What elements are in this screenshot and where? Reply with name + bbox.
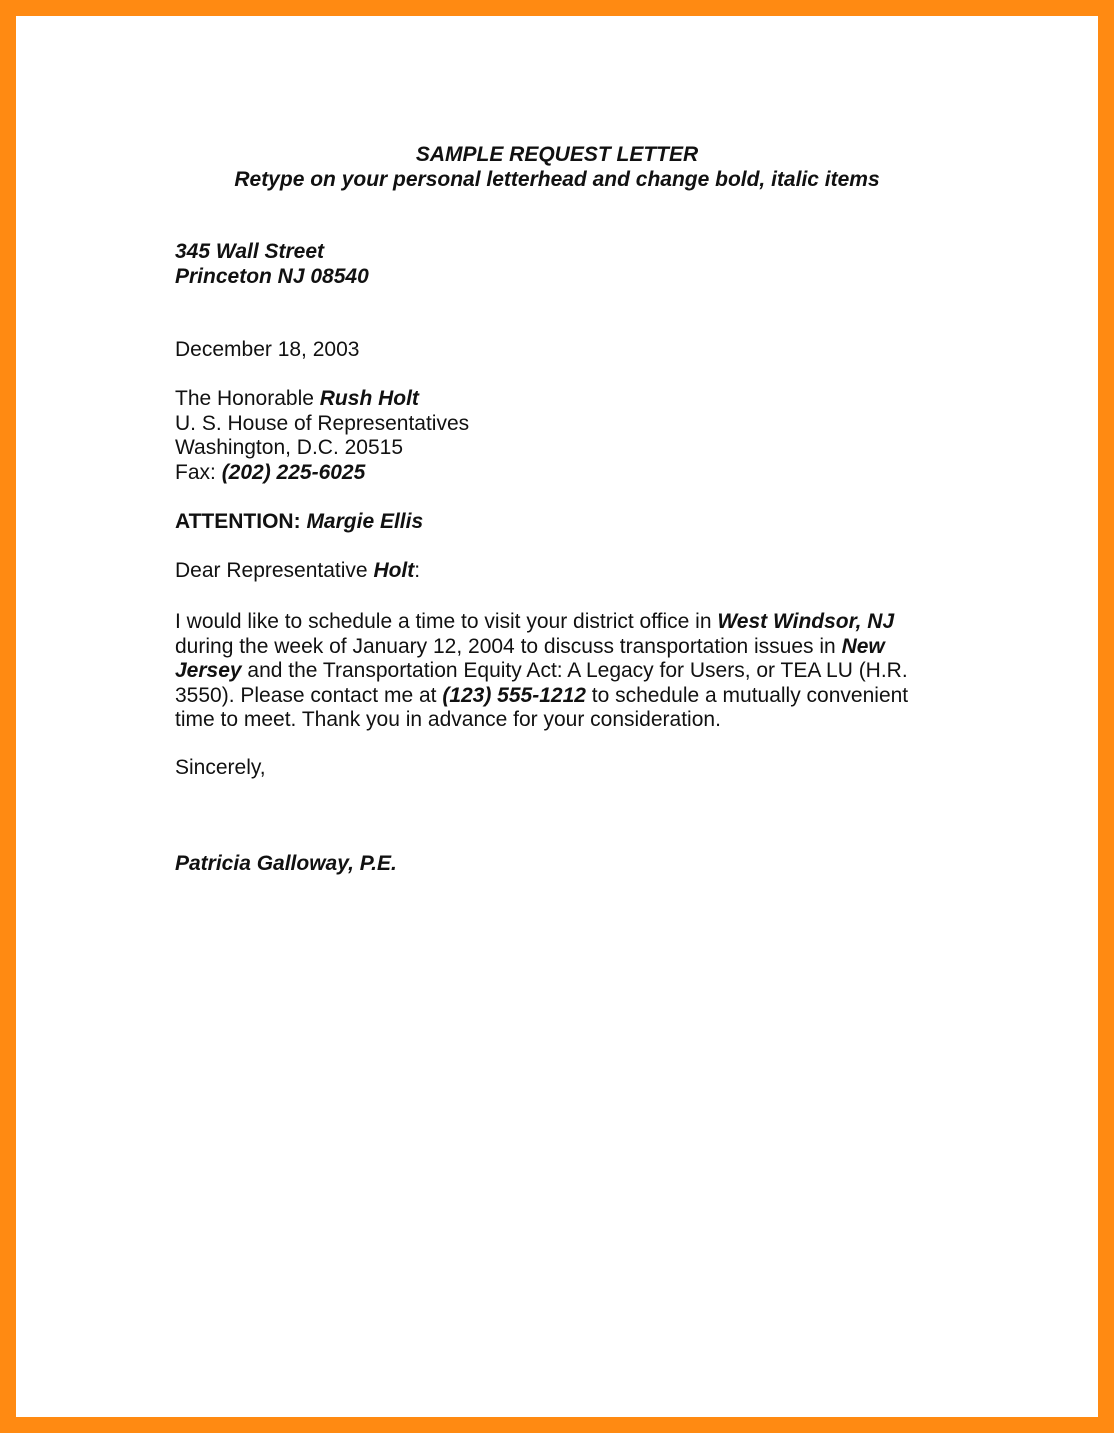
recipient-fax-line xyxy=(175,461,365,486)
salutation-name: Holt xyxy=(373,559,415,582)
body-text: I would like to schedule a time to visit your district office in xyxy=(175,610,718,633)
body-line-2 xyxy=(175,635,945,660)
letter-body xyxy=(175,610,945,733)
fax-number: (202) 225-6025 xyxy=(221,461,366,484)
salutation-prefix: Dear Representative xyxy=(175,559,374,582)
body-line-1 xyxy=(175,610,945,635)
body-line-3 xyxy=(175,659,945,684)
recipient-name: Rush Holt xyxy=(319,387,419,410)
recipient-address: Washington, D.C. 20515 xyxy=(175,436,404,459)
letter-instructions: Retype on your personal letterhead and change bold, italic items xyxy=(234,168,880,191)
sender-city: Princeton NJ 08540 xyxy=(175,265,369,288)
office-location: West Windsor, NJ xyxy=(717,610,895,633)
body-text: 3550). Please contact me at xyxy=(175,683,443,707)
body-text: to schedule a mutually convenient xyxy=(585,683,909,707)
attention-label: ATTENTION: xyxy=(175,510,307,533)
body-line-4 xyxy=(175,684,945,709)
contact-phone: (123) 555-1212 xyxy=(442,683,586,707)
letter-date: December 18, 2003 xyxy=(175,338,360,361)
recipient-prefix: The Honorable xyxy=(175,387,320,410)
body-text: and the Transportation Equity Act: A Legacy for Users, or TEA LU (H.R. xyxy=(241,659,908,682)
salutation xyxy=(175,559,420,584)
state-name-part: Jersey xyxy=(175,659,242,682)
body-line-5: time to meet. Thank you in advance for your consideration. xyxy=(175,708,721,731)
body-text: during the week of January 12, 2004 to discuss transportation issues in xyxy=(175,634,842,658)
state-name-part: New xyxy=(841,634,885,658)
salutation-suffix: : xyxy=(414,559,421,582)
letter-title: SAMPLE REQUEST LETTER xyxy=(415,143,699,166)
closing: Sincerely, xyxy=(175,756,266,779)
attention-line xyxy=(175,510,423,535)
letter-page xyxy=(16,16,1098,1417)
sender-street: 345 Wall Street xyxy=(175,240,325,263)
fax-label: Fax: xyxy=(175,461,222,484)
attention-name: Margie Ellis xyxy=(306,510,424,533)
recipient-name-line xyxy=(175,387,419,412)
recipient-org: U. S. House of Representatives xyxy=(175,412,470,435)
signature-name: Patricia Galloway, P.E. xyxy=(175,852,397,875)
